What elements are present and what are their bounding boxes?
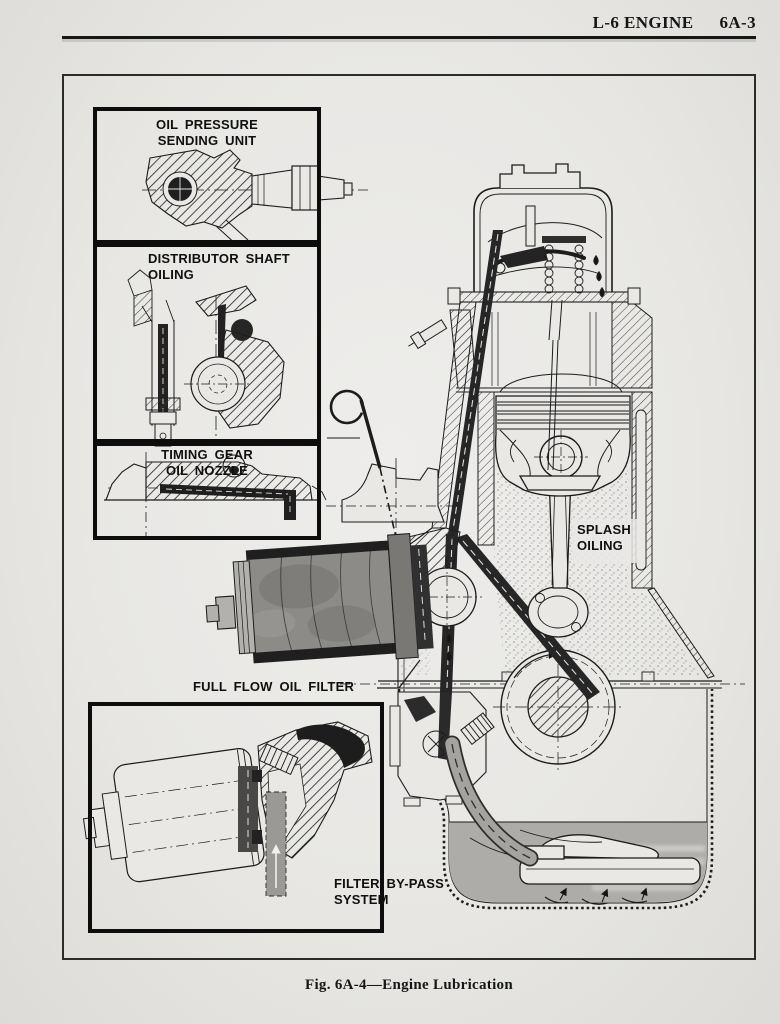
- label-line: TIMING GEAR: [161, 447, 253, 462]
- label-line: OILING: [577, 537, 623, 553]
- label-line: OIL NOZZLE: [165, 462, 249, 478]
- valve-cover: [448, 164, 640, 304]
- label-line: OIL PRESSURE: [156, 117, 258, 132]
- label-full-flow-oil-filter: [193, 679, 354, 695]
- label-line: SPLASH: [577, 522, 631, 537]
- label-line: SENDING UNIT: [157, 132, 257, 148]
- label-line: OILING: [148, 266, 194, 282]
- label-line: FILTER BY-PASS: [334, 876, 445, 891]
- label-timing-gear-oil-nozzle: [95, 447, 319, 478]
- sending-unit-fitting: [405, 318, 448, 352]
- full-flow-oil-filter: [202, 532, 434, 671]
- header-section-title: L-6 ENGINE: [592, 13, 694, 32]
- label-splash-oiling: [577, 522, 631, 553]
- label-line: FULL FLOW OIL FILTER: [193, 679, 355, 694]
- label-line: SYSTEM: [334, 891, 389, 907]
- label-distributor-shaft-oiling: [148, 251, 290, 282]
- label-oil-pressure-sending-unit: [93, 117, 321, 148]
- label-line: DISTRIBUTOR SHAFT: [148, 251, 290, 266]
- oil-pump: [390, 692, 494, 806]
- label-filter-by-pass-system: [334, 876, 444, 907]
- header-page-number: 6A-3: [719, 13, 756, 32]
- figure-caption: Fig. 6A-4—Engine Lubrication: [305, 977, 513, 993]
- valve-spring: [542, 236, 604, 297]
